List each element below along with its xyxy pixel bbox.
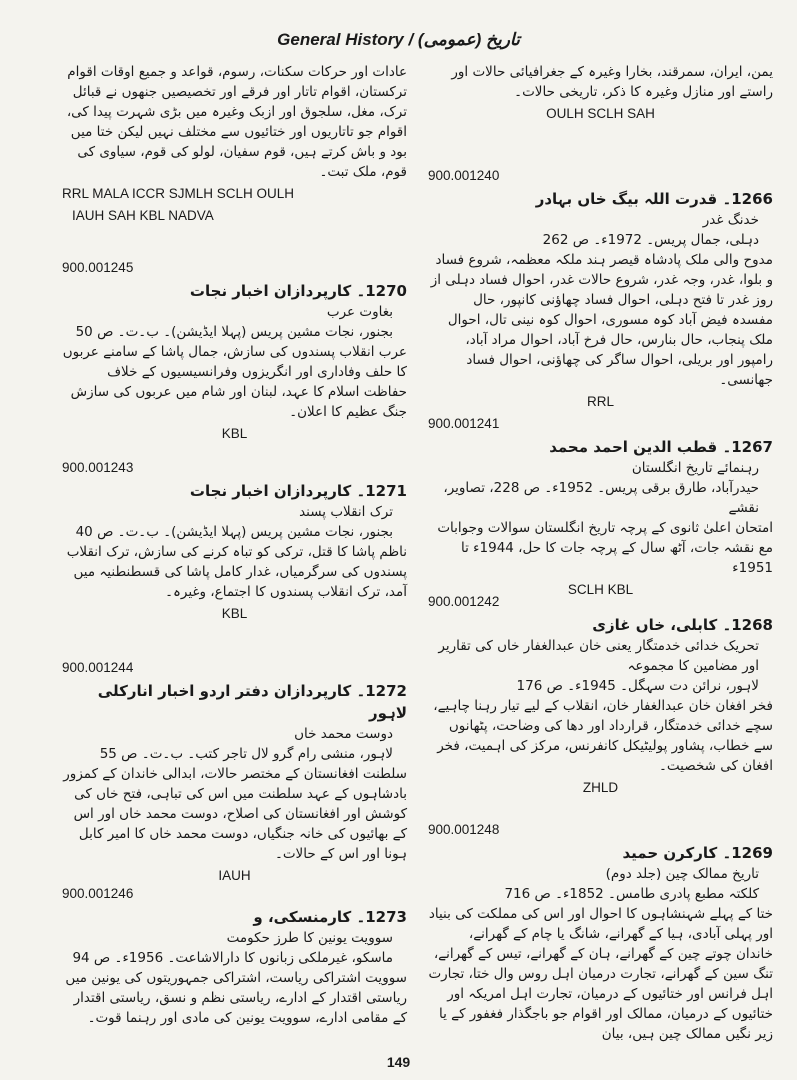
entry-description: فخر افغان خان عبدالغفار خان، انقلاب کے لیے تیار رہنا چاہیے، سچے خدائی خدمتگار، قرارداد اور دھا کی وضاحت، پٹھانوں سے خطاب، پشاور پولیٹیکل کانفرنس، مرکز کی اہمیت، فخر افغان کی شخصیت۔ — [433, 698, 773, 774]
intro-text: عادات اور حرکات سکنات، رسوم، قواعد و جمیع اوقات اقوام ترکستان، اقوام تاتار اور فرقے اور تخصیصیں جنھوں نے قبائل ترک، مغل، سلجوق اور ازبک وغیرہ میں بڑی شہرت پیدا کی، اقوام جو تاتاریوں اور ختائیوں سے مختلف نہیں لیکن ختا میں بود و باش کرتے ہیں، قوم سفیان، لولو کی قوم، سیاوی کی قوم، ملک تبت۔ — [66, 64, 407, 180]
accession-number: 900.001242 — [428, 594, 500, 609]
entry-heading: 1267۔ قطب الدین احمد محمد — [549, 438, 773, 456]
entry-imprint: کلکتہ مطبع پادری طامس۔ 1852ء۔ ص 716 — [504, 886, 759, 902]
entry-heading: 1273۔ کارمنسکی، و — [253, 908, 407, 926]
entry-heading: 1266۔ قدرت اللہ بیگ خاں بہادر — [535, 190, 773, 208]
accession-number: 900.001245 — [62, 260, 134, 275]
entry-1271 — [62, 458, 407, 624]
entry-title: رہنمائے تاریخ انگلستان — [631, 460, 759, 476]
entry-heading: 1271۔ کارپردازان اخبار نجات — [189, 482, 407, 500]
entry-description: عرب انقلاب پسندوں کی سازش، جمال پاشا کے سامنے عربوں کا حلف وفاداری اور انگریزوں وفرانسیسیوں کے خلاف حفاظت اسلام کا عہد، لبنان اور شام میں عربوں کی سازش جنگ عظیم کا اعلان۔ — [62, 344, 407, 420]
accession-number: 900.001243 — [62, 460, 134, 475]
library-codes-line-2: IAUH SAH KBL NADVA — [72, 208, 214, 223]
entry-description: سلطنت افغانستان کے مختصر حالات، ابدالی خاندان کے کمزور بادشاہوں کے عہد سلطنت میں اس کی تباہی، فتح خاں کی کوشش اور افغانستان کی اصلاح، دوست محمد خاں اور اس کے بھائیوں کی خانہ جنگیاں، دوست محمد خاں کا امیر کابل ہونا اور اس کے حالات۔ — [63, 766, 407, 862]
library-codes: IAUH — [218, 868, 251, 883]
right-intro — [428, 62, 773, 124]
entry-title: خدنگ غدر — [702, 212, 759, 228]
entry-title: سوویت یونین کا طرز حکومت — [226, 930, 393, 946]
entry-title: بغاوت عرب — [326, 304, 393, 320]
library-codes-line-1: RRL MALA ICCR SJMLH SCLH OULH — [62, 186, 295, 201]
entry-heading: 1269۔ کارکرن حمید — [622, 844, 773, 862]
entry-description: سوویت اشتراکی ریاست، اشتراکی جمہوریتوں کی یونین میں ریاستی اقتدار کے ادارے، ریاستی نظم و نسق، ریاستی اقتدار کے مقامی ادارے، سوویت یونین کی مادی اور رہنما قوت۔ — [65, 970, 407, 1026]
library-codes: KBL — [221, 426, 248, 441]
library-codes: OULH SCLH SAH — [546, 106, 655, 121]
entry-imprint: بجنور، نجات مشین پریس (پہلا ایڈیشن)۔ ب۔ت۔ ص 40 — [75, 524, 393, 540]
page-title: General History / (عمومی) تاریخ — [277, 30, 520, 49]
entry-1272 — [62, 658, 407, 886]
library-codes: RRL — [586, 394, 614, 409]
entry-heading: 1270۔ کارپردازان اخبار نجات — [189, 282, 407, 300]
entry-1267 — [428, 414, 773, 600]
entry-1270 — [62, 258, 407, 444]
accession-number: 900.001246 — [62, 886, 134, 901]
entry-imprint: حیدرآباد، طارق برقی پریس۔ 1952ء۔ ص 228، تصاویر، نقشے — [443, 480, 759, 516]
entry-description: ناظم پاشا کا قتل، ترکی کو تباہ کرنے کی سازش، ترک انقلاب پسندوں کی سرگرمیاں، غدار کامل پاشا کی قسطنطنیہ میں آمد، ترک انقلاب پسندوں کا اجتماع، وغیرہ۔ — [66, 544, 407, 600]
entry-1266 — [428, 166, 773, 412]
left-intro — [62, 62, 407, 226]
intro-text: یمن، ایران، سمرقند، بخارا وغیرہ کے جغرافیائی حالات اور راستے اور منازل وغیرہ کا ذکر، تاریخی حالات۔ — [451, 64, 773, 100]
entry-heading: 1272۔ کارپردازان دفتر اردو اخبار انارکلی لاہور — [97, 682, 407, 722]
entry-description: مدوح والی ملک پادشاہ قیصر ہند ملکہ معظمہ، شروع فساد و بلوا، غدر، وجہ غدر، شروع حالات غدر، احوال فساد دہلی از روز غدر تا فتح دہلی، احوال فساد چھاؤنی کانپور، حال مفسدہ فیض آباد کوہ مسوری، احوال کوہ نینی تال، احوال ملک پنجاب، حال بنارس، حال فرخ آباد، احوال مراد آباد، رامپور اور بریلی، احوال ساگر کی چھاؤنی، احوال فساد جھانسی۔ — [430, 252, 773, 388]
entry-imprint: ماسکو، غیرملکی زبانوں کا دارالاشاعت۔ 1956ء۔ ص 94 — [72, 950, 393, 966]
entry-1273 — [62, 884, 407, 1028]
entry-imprint: بجنور، نجات مشین پریس (پہلا ایڈیشن)۔ ب۔ت۔ ص 50 — [75, 324, 393, 340]
library-codes: SCLH KBL — [567, 582, 634, 597]
entry-description: ختا کے پہلے شہنشاہوں کا احوال اور اس کی مملکت کی بنیاد اور پہلی آبادی، ہیا کے گھرانے، شانگ یا چام کے گھرانے، خاندان چوتے چین کے گھرانے، ہان کے گھرانے، تیس کے گھرانے، تنگ سین کے گھرانے، تجارت درمیان اہل روس وال ختا، تجارت اہل فرانس اور ختائیوں کے درمیان، تجارت اہل امریکہ اور ختائیوں کے درمیان، ممالک اور اقوام جو باجگذار فغفور کے یا زیر نگیں ممالک چین ہیں، بیان — [428, 906, 773, 1042]
entry-title: دوست محمد خاں — [294, 726, 393, 742]
entry-title: تاریخ ممالک چین (جلد دوم) — [605, 866, 759, 882]
accession-number: 900.001241 — [428, 416, 500, 431]
entry-1268 — [428, 592, 773, 798]
entry-title: تحریک خدائی خدمتگار یعنی خان عبدالغفار خاں کی تقاریر اور مضامین کا مجموعہ — [438, 638, 759, 674]
entry-imprint: دہلی، جمال پریس۔ 1972ء۔ ص 262 — [542, 232, 759, 248]
accession-number: 900.001244 — [62, 660, 134, 675]
entry-description: امتحان اعلیٰ ثانوی کے پرچہ تاریخ انگلستان سوالات وجوابات مع نقشہ جات، آٹھ سال کے پرچہ جات کا حل، 1944ء تا 1951ء — [437, 520, 773, 576]
library-codes: ZHLD — [582, 780, 619, 795]
entry-imprint: لاہور، منشی رام گرو لال تاجر کتب۔ ب۔ت۔ ص 55 — [99, 746, 393, 762]
entry-1269 — [428, 820, 773, 1044]
accession-number: 900.001248 — [428, 822, 500, 837]
page-number: 149 — [386, 1054, 411, 1070]
accession-number: 900.001240 — [428, 168, 500, 183]
entry-title: ترک انقلاب پسند — [299, 504, 393, 520]
entry-imprint: لاہور، نرائن دت سہگل۔ 1945ء۔ ص 176 — [516, 678, 759, 694]
library-codes: KBL — [221, 606, 248, 621]
entry-heading: 1268۔ کابلی، خاں غازی — [592, 616, 773, 634]
